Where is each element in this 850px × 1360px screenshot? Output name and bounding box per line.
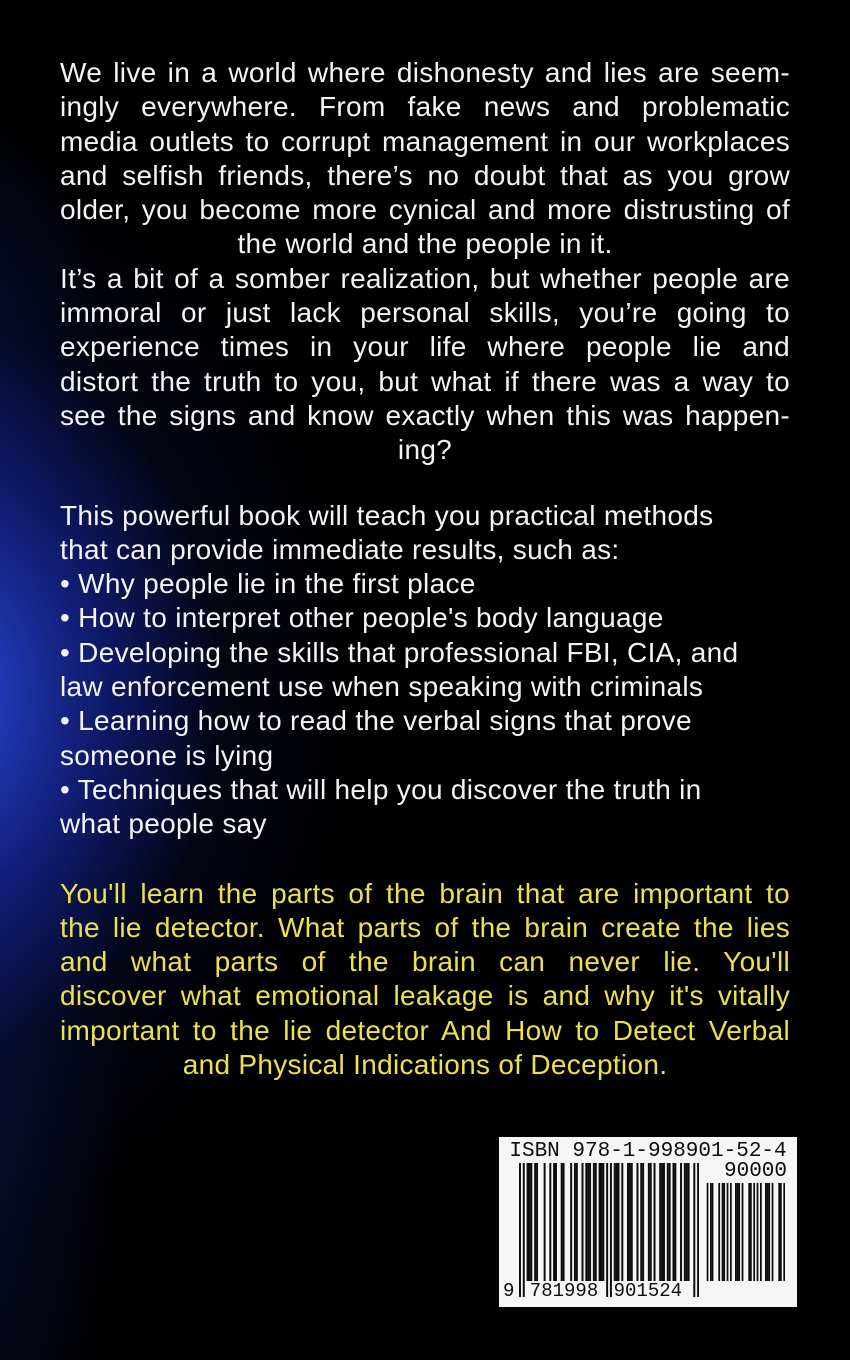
promise-paragraph	[60, 877, 790, 1083]
ean13-barcode	[519, 1163, 699, 1297]
price-addon-barcode	[705, 1183, 785, 1281]
cover-text	[60, 56, 790, 1082]
text-line: law enforcement use when speaking with criminals	[60, 671, 704, 703]
text-line: This powerful book will teach you practical methods	[60, 499, 714, 531]
text-line: important to the lie detector And How to Detect Verbal	[60, 1014, 790, 1046]
text-line: see the signs and know exactly when this was happen-	[60, 399, 790, 431]
text-line: You'll learn the parts of the brain that are important to	[60, 877, 790, 909]
text-line: • Techniques that will help you discover the truth in	[60, 773, 702, 805]
text-line: that can provide immediate results, such as:	[60, 533, 620, 565]
text-line: • Learning how to read the verbal signs that prove	[60, 705, 692, 737]
text-line: someone is lying	[60, 739, 274, 771]
isbn-number: ISBN 978-1-998901-52-4	[509, 1140, 787, 1163]
text-line: media outlets to corrupt management in our workplaces	[60, 125, 790, 157]
text-line: discover what emotional leakage is and why it's vitally	[60, 980, 790, 1012]
bullet-item	[60, 567, 790, 601]
text-line: the lie detector. What parts of the brain create the lies	[60, 911, 790, 943]
realization-paragraph	[60, 262, 790, 468]
text-line: and Physical Indications of Deception.	[182, 1049, 668, 1081]
text-line: • Why people lie in the first place	[60, 568, 476, 600]
text-line: • How to interpret other people's body language	[60, 602, 664, 634]
text-line: immoral or just lack personal skills, you’re going to	[60, 297, 790, 329]
text-line: and selfish friends, there’s no doubt that as you grow	[60, 159, 790, 191]
text-line: ingly everywhere. From fake news and problematic	[60, 91, 790, 123]
text-line: experience times in your life where people lie and	[60, 331, 790, 363]
text-line: what people say	[60, 808, 267, 840]
bullet-item	[60, 636, 790, 705]
barcode-digits: 9 781998 901524	[503, 1280, 683, 1302]
text-line: older, you become more cynical and more distrusting of	[60, 194, 790, 226]
bullet-item	[60, 601, 790, 635]
text-line: distort the truth to you, but what if there was a way to	[60, 365, 790, 397]
text-line: ing?	[397, 434, 453, 466]
text-line: the world and the people in it.	[237, 228, 613, 260]
bullet-item	[60, 773, 790, 842]
text-line: We live in a world where dishonesty and lies are seem-	[60, 57, 790, 88]
price-addon-code: 90000	[723, 1160, 787, 1183]
benefits-list	[60, 567, 790, 841]
text-line: and what parts of the brain can never lie. You'll	[60, 946, 790, 978]
isbn-barcode-block	[499, 1137, 797, 1307]
text-line: It’s a bit of a somber realization, but whether people are	[60, 262, 790, 294]
bullet-item	[60, 704, 790, 773]
text-line: • Developing the skills that professional FBI, CIA, and	[60, 636, 739, 668]
book-intro	[60, 499, 790, 568]
opening-paragraph	[60, 56, 790, 262]
